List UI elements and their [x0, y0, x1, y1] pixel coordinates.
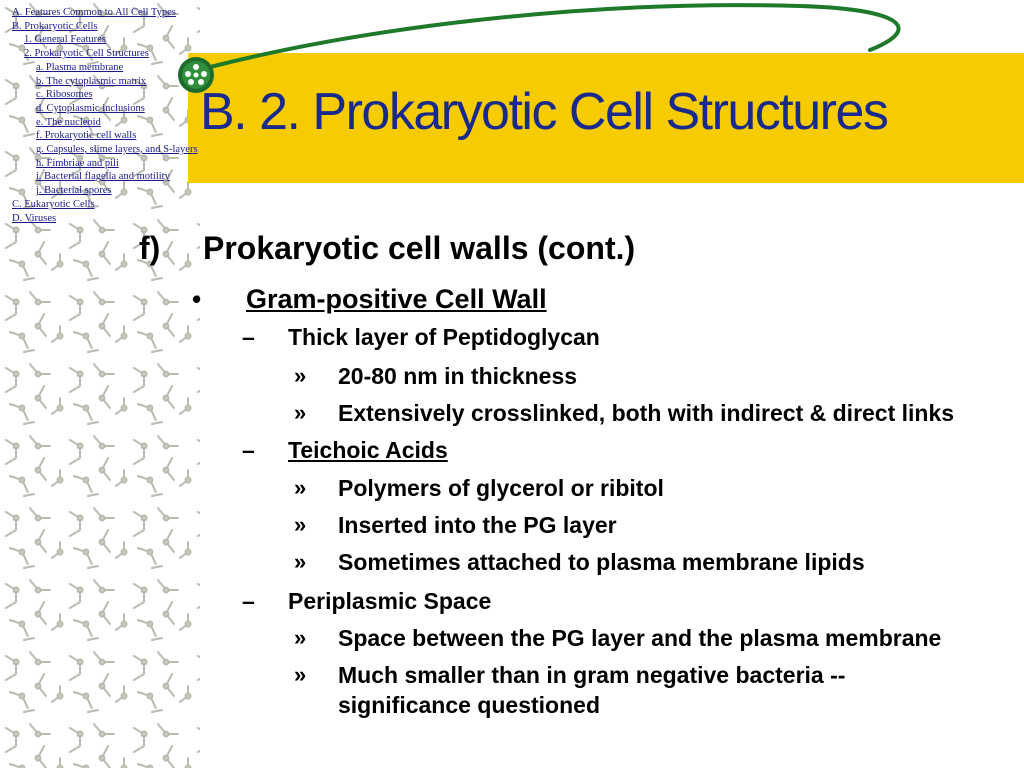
- item-peptidoglycan: Thick layer of Peptidoglycan: [288, 324, 600, 350]
- outline-link-nucleoid[interactable]: e. The nucleoid: [36, 116, 101, 128]
- outline-link-flagella[interactable]: i. Bacterial flagella and motility: [36, 171, 170, 183]
- outline-link-plasma-membrane[interactable]: a. Plasma membrane: [36, 61, 124, 73]
- dash-marker: –: [242, 324, 255, 350]
- sub-marker: »: [294, 475, 307, 500]
- outline-link-general-features[interactable]: 1. General Features: [24, 34, 106, 46]
- heading-marker: f): [139, 230, 161, 266]
- item-periplasmic-space: Periplasmic Space: [288, 588, 492, 614]
- sub-marker: »: [294, 512, 307, 537]
- outline-link-capsules[interactable]: g. Capsules, slime layers, and S-layers: [36, 144, 198, 156]
- sub-item: Much smaller than in gram negative bacteria --: [338, 662, 846, 688]
- slide-title: B. 2. Prokaryotic Cell Structures: [200, 83, 888, 141]
- sub-marker: »: [294, 549, 307, 574]
- bullet-gram-positive: Gram-positive Cell Wall: [246, 284, 547, 314]
- item-teichoic-acids: Teichoic Acids: [288, 437, 448, 463]
- sub-marker: »: [294, 400, 307, 425]
- outline-link-prokaryotic-cells[interactable]: B. Prokaryotic Cells: [12, 20, 98, 32]
- outline-link-cytoplasmic-inclusions[interactable]: d. Cytoplasmic inclusions: [36, 102, 145, 114]
- sub-marker: »: [294, 662, 307, 687]
- outline-nav: [0, 6, 215, 225]
- dash-marker: –: [242, 437, 255, 463]
- sub-item: Extensively crosslinked, both with indirect & direct links: [338, 400, 955, 426]
- outline-link-fimbriae[interactable]: h. Fimbriae and pili: [36, 157, 119, 169]
- outline-link-viruses[interactable]: D. Viruses: [12, 212, 57, 224]
- section-heading: Prokaryotic cell walls (cont.): [203, 230, 636, 266]
- outline-link-cell-walls[interactable]: f. Prokaryotic cell walls: [36, 130, 137, 142]
- outline-link-eukaryotic-cells[interactable]: C. Eukaryotic Cells: [12, 198, 95, 210]
- outline-link-cytoplasmic-matrix[interactable]: b. The cytoplasmic matrix: [36, 75, 147, 87]
- outline-link-spores[interactable]: j. Bacterial spores: [36, 185, 112, 197]
- outline-link-prokaryotic-cell-structures[interactable]: 2. Prokaryotic Cell Structures: [24, 48, 149, 60]
- sub-item: 20-80 nm in thickness: [338, 363, 578, 389]
- sub-item: Space between the PG layer and the plasma membrane: [338, 625, 942, 651]
- dash-marker: –: [242, 588, 255, 614]
- sub-item: Polymers of glycerol or ribitol: [338, 475, 664, 501]
- sub-item: Inserted into the PG layer: [338, 512, 617, 538]
- sub-marker: »: [294, 625, 307, 650]
- sub-item: Sometimes attached to plasma membrane lipids: [338, 549, 865, 575]
- sub-marker: »: [294, 363, 307, 388]
- sub-item-continued: significance questioned: [338, 692, 600, 718]
- outline-link-ribosomes[interactable]: c. Ribosomes: [36, 89, 93, 101]
- outline-link-features-common[interactable]: A. Features Common to All Cell Types: [12, 7, 176, 18]
- bullet-marker: •: [192, 284, 202, 314]
